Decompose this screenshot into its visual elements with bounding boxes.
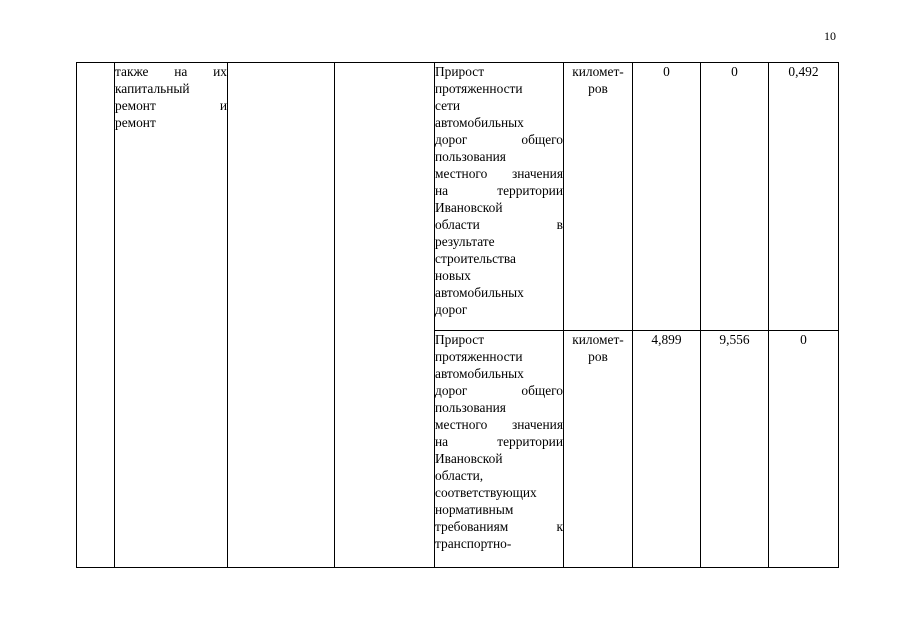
text-line: ремонт xyxy=(115,115,156,130)
row-number-cell xyxy=(77,63,115,568)
table-row xyxy=(77,63,839,331)
text-line: Ивановской xyxy=(435,200,503,215)
text-line: области, xyxy=(435,468,484,483)
text-line: дорог общего xyxy=(435,132,563,147)
text-line: Ивановской xyxy=(435,451,503,466)
text-line: новых xyxy=(435,268,471,283)
value-cell xyxy=(769,63,839,331)
text-line: нормативным xyxy=(435,502,514,517)
text-line: результате xyxy=(435,234,495,249)
value-cell xyxy=(701,331,769,568)
unit-line: ров xyxy=(588,81,608,96)
indicators-table xyxy=(76,62,839,568)
text-line: местного значения xyxy=(435,166,563,181)
text-line: пользования xyxy=(435,400,506,415)
text-line: дорог xyxy=(435,302,468,317)
unit-line: ров xyxy=(588,349,608,364)
value-cell xyxy=(769,331,839,568)
value-1: 0 xyxy=(663,64,670,79)
text-line: пользования xyxy=(435,149,506,164)
unit-cell xyxy=(564,331,633,568)
text-line: строительства xyxy=(435,251,516,266)
unit-line: километ- xyxy=(572,64,624,79)
value-2: 0 xyxy=(731,64,738,79)
value-cell xyxy=(701,63,769,331)
text-line: на территории xyxy=(435,183,563,198)
text-line: на территории xyxy=(435,434,563,449)
text-line: дорог общего xyxy=(435,383,563,398)
page-number: 10 xyxy=(824,29,836,43)
text-line: автомобильных xyxy=(435,285,524,300)
event-name-text xyxy=(115,63,227,131)
text-line: автомобильных xyxy=(435,115,524,130)
indicator-cell xyxy=(435,63,564,331)
empty-cell-1 xyxy=(228,63,335,568)
text-line: протяженности xyxy=(435,349,523,364)
text-line: соответствующих xyxy=(435,485,537,500)
event-name-cell xyxy=(115,63,228,568)
indicator-text xyxy=(435,331,563,552)
text-line: Прирост xyxy=(435,64,485,79)
empty-cell-2 xyxy=(335,63,435,568)
text-line: транспортно- xyxy=(435,536,512,551)
value-3: 0 xyxy=(800,332,807,347)
indicator-cell xyxy=(435,331,564,568)
text-line: требованиям к xyxy=(435,519,563,534)
text-line: области в xyxy=(435,217,563,232)
text-line: сети xyxy=(435,98,461,113)
value-1: 4,899 xyxy=(651,332,682,347)
value-2: 9,556 xyxy=(719,332,750,347)
unit-text xyxy=(564,63,632,97)
unit-text xyxy=(564,331,632,365)
unit-line: километ- xyxy=(572,332,624,347)
value-cell xyxy=(633,331,701,568)
value-cell xyxy=(633,63,701,331)
text-line: протяженности xyxy=(435,81,523,96)
text-line: Прирост xyxy=(435,332,485,347)
unit-cell xyxy=(564,63,633,331)
value-3: 0,492 xyxy=(788,64,819,79)
text-line: капитальный xyxy=(115,81,190,96)
text-line: местного значения xyxy=(435,417,563,432)
text-line: также на их xyxy=(115,64,227,79)
text-line: автомобильных xyxy=(435,366,524,381)
text-line: ремонт и xyxy=(115,98,227,113)
indicator-text xyxy=(435,63,563,318)
